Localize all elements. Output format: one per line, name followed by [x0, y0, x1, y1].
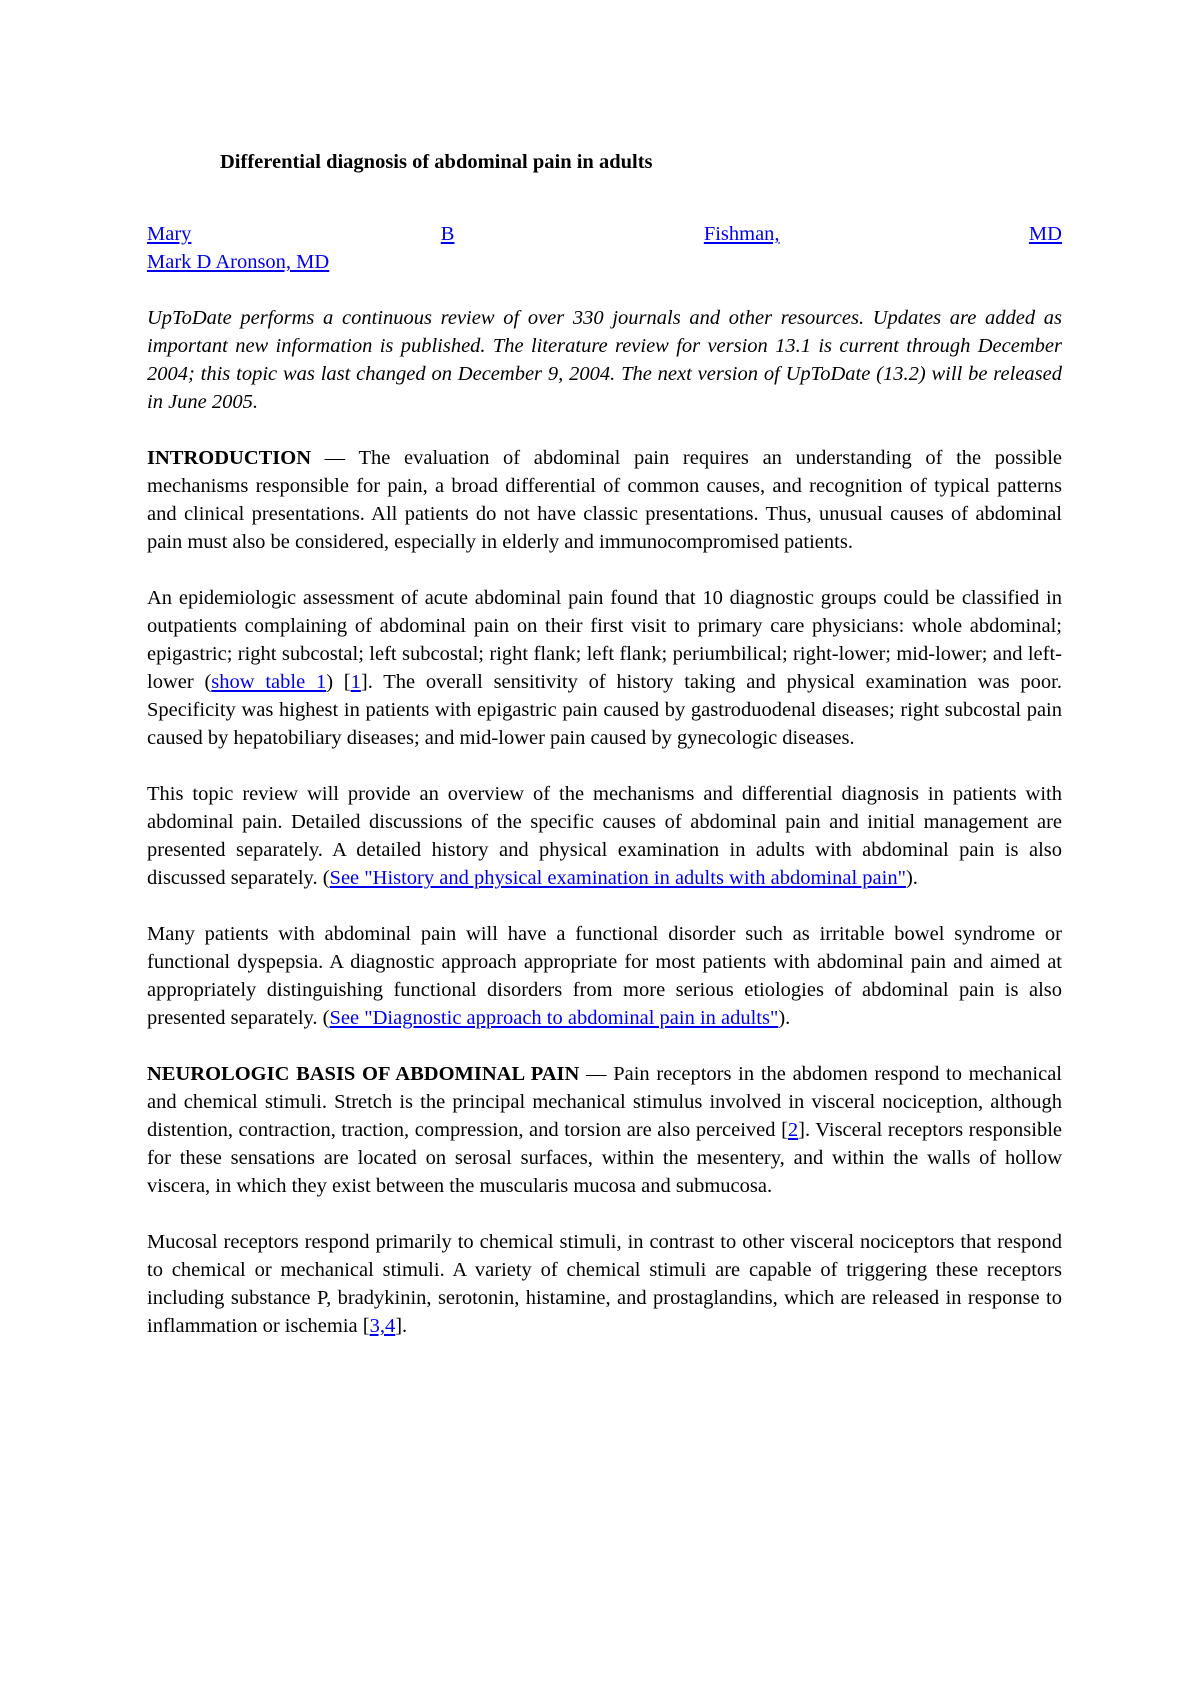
introduction-paragraph	[147, 444, 1062, 556]
functional-text-after: ).	[778, 1007, 791, 1029]
review-text-after: ).	[905, 867, 918, 889]
functional-paragraph	[147, 920, 1062, 1032]
update-notice: UpToDate performs a continuous review of over 330 journals and other resources. Updates are added as important new information is published. The literature review for version 13.1 is current through December 2004; this topic was last changed on December 9, 2004. The next version of UpToDate (13.2) will be released in June 2005.	[147, 307, 1062, 413]
history-physical-link[interactable]: See "History and physical examination in adults with abdominal pain"	[329, 867, 906, 889]
introduction-text: The evaluation of abdominal pain requires an understanding of the possible mechanisms responsible for pain, a broad differential of common causes, and recognition of typical patterns and clinical presentations. All patients do not have classic presentations. Thus, unusual causes of abdominal pain must also be considered, especially in elderly and immunocompromised patients.	[147, 447, 1062, 553]
epidemiology-paragraph	[147, 584, 1062, 752]
functional-text-before: Many patients with abdominal pain will have a functional disorder such as irritable bowel syndrome or functional dyspepsia. A diagnostic approach appropriate for most patients with abdominal pain and aimed at appropriately distinguishing functional disorders from more serious etiologies of abdominal pain is also presented separately. (	[147, 923, 1062, 1029]
neurologic-paragraph	[147, 1060, 1062, 1200]
review-text-before: This topic review will provide an overview of the mechanisms and differential diagnosis in patients with abdominal pain. Detailed discussions of the specific causes of abdominal pain and initial management are presented separately. A detailed history and physical examination in adults with abdominal pain is also discussed separately. (	[147, 783, 1062, 889]
mucosal-paragraph	[147, 1228, 1062, 1340]
show-table-1-link[interactable]: show table 1	[211, 671, 327, 693]
author-link-first[interactable]: Mary	[147, 223, 192, 245]
author-line-2	[147, 248, 1062, 276]
neurologic-text-after: ]. Visceral receptors responsible for these sensations are located on serosal surfaces, within the mesentery, and within the walls of hollow viscera, in which they exist between the muscularis mucosa and submucosa.	[147, 1119, 1062, 1197]
diagnostic-approach-link[interactable]: See "Diagnostic approach to abdominal pain in adults"	[329, 1007, 779, 1029]
neurologic-dash: —	[579, 1063, 614, 1085]
author-line-1	[147, 220, 1062, 248]
author-link-initial[interactable]: B	[440, 223, 455, 245]
mucosal-text-after: ].	[395, 1315, 408, 1337]
document-title: Differential diagnosis of abdominal pain in adults	[220, 151, 653, 173]
epidemiology-text-before: An epidemiologic assessment of acute abdominal pain found that 10 diagnostic groups could be classified in outpatients complaining of abdominal pain on their first visit to primary care physicians: whole abdominal; epigastric; right subcostal; left subcostal; right flank; left flank; periumbilical; right-lower; mid-lower; and left-lower (	[147, 587, 1062, 693]
reference-3-4-link[interactable]: 3,4	[369, 1315, 396, 1337]
review-paragraph	[147, 780, 1062, 892]
reference-1-link[interactable]: 1	[350, 671, 361, 693]
epidemiology-text-after: ]. The overall sensitivity of history taking and physical examination was poor. Specificity was highest in patients with epigastric pain caused by gastroduodenal diseases; right subcostal pain caused by hepatobiliary diseases; and mid-lower pain caused by gynecologic diseases.	[147, 671, 1063, 749]
author-link-degree[interactable]: MD	[1028, 223, 1062, 245]
author-list	[147, 220, 1062, 276]
author-link-aronson[interactable]: Mark D Aronson, MD	[147, 251, 330, 273]
mucosal-text-before: Mucosal receptors respond primarily to chemical stimuli, in contrast to other visceral nociceptors that respond to chemical or mechanical stimuli. A variety of chemical stimuli are capable of triggering these receptors including substance P, bradykinin, serotonin, histamine, and prostaglandins, which are released in response to inflammation or ischemia [	[147, 1231, 1062, 1337]
author-link-last[interactable]: Fishman,	[703, 223, 780, 245]
introduction-heading: INTRODUCTION	[147, 447, 312, 469]
reference-2-link[interactable]: 2	[787, 1119, 799, 1141]
neurologic-heading: NEUROLOGIC BASIS OF ABDOMINAL PAIN	[147, 1063, 580, 1085]
neurologic-text-before: Pain receptors in the abdomen respond to mechanical and chemical stimuli. Stretch is the principal mechanical stimulus involved in visceral nociception, although distention, contraction, traction, compression, and torsion are also perceived [	[147, 1063, 1062, 1141]
introduction-dash: —	[311, 447, 359, 469]
document-page	[147, 148, 1062, 1340]
epidemiology-text-mid: ) [	[326, 671, 351, 693]
